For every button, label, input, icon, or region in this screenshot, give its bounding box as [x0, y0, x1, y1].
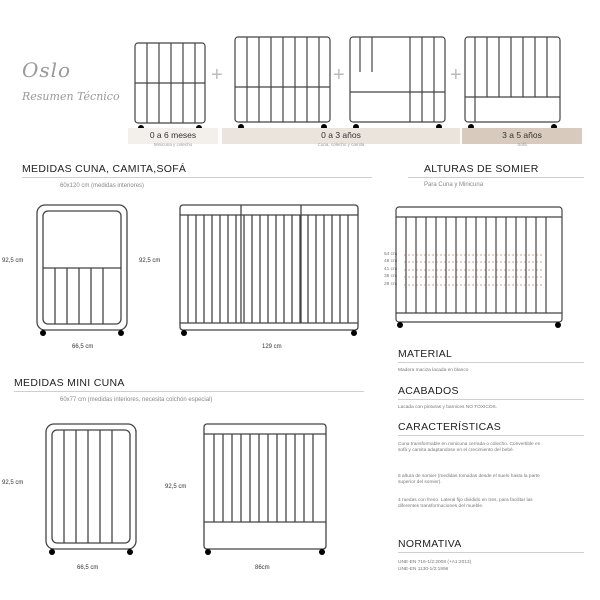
divider	[398, 435, 584, 436]
plus-icon: +	[450, 64, 462, 86]
cuna-front-drawing	[35, 203, 135, 343]
divider	[14, 391, 364, 392]
mini-width-front: 66,5 cm	[77, 565, 99, 571]
stage-sub: Sofá	[517, 142, 527, 147]
mini-height-side: 92,5 cm	[165, 484, 187, 490]
stage-sub: Cuna, colecho y camita	[317, 142, 365, 147]
mini-title: MEDIDAS MINI CUNA	[14, 377, 125, 389]
plus-icon: +	[211, 64, 223, 86]
divider	[398, 552, 584, 553]
caracteristicas-title: CARACTERÍSTICAS	[398, 421, 502, 433]
cuna-height-left: 92,5 cm	[2, 258, 24, 264]
material-text: Madera maciza lacada en blanco .	[398, 368, 472, 373]
stage-label: 3 a 5 años	[502, 130, 542, 140]
mini-note: 60x77 cm (medidas interiores, necesita colchón especial)	[60, 397, 213, 403]
alturas-level-lines	[404, 255, 544, 285]
stage-label: 0 a 6 meses	[149, 130, 197, 140]
alturas-note: Para Cuna y Minicuna	[424, 182, 484, 188]
stage-sub: Minicuna y colecho	[153, 142, 193, 147]
stage-label: 0 a 3 años	[321, 130, 361, 140]
hero-sofa	[465, 37, 560, 130]
cuna-height-side: 92,5 cm	[139, 258, 161, 264]
alturas-bars	[406, 217, 546, 313]
hero-illustrations	[0, 0, 600, 130]
caracteristica-2: 5 altura de somier (medidas tomadas desde el suelo hasta la parte superior del somier).	[398, 474, 540, 485]
divider	[22, 177, 372, 178]
hero-minicuna	[135, 43, 205, 131]
mini-height-left: 92,5 cm	[2, 480, 24, 486]
cuna-width-front: 66,5 cm	[72, 344, 94, 350]
divider	[398, 362, 584, 363]
mini-side-bars	[214, 434, 313, 522]
divider	[398, 399, 584, 400]
caracteristica-1: Cuna transformable en minicuna cerrada o colecho. Convertible en sofá y camita adaptandose en el crecimiento del bebé.	[398, 442, 541, 453]
mini-length: 86cm	[255, 565, 270, 571]
brand-subtitle: Resumen Técnico	[22, 90, 120, 103]
caracteristica-3: 4 ruedas con freno. Lateral fijo dividido en tres, para facilitar las diferentes transformaciones del mueble.	[398, 498, 533, 509]
cuna-length: 129 cm	[262, 344, 282, 350]
alturas-title: ALTURAS DE SOMIER	[424, 163, 539, 175]
cuna-side-drawing	[176, 203, 366, 343]
alturas-drawing	[394, 205, 584, 335]
level-28: 28 cm	[384, 282, 398, 287]
acabados-title: ACABADOS	[398, 385, 459, 397]
level-48: 48 cm	[384, 259, 398, 264]
mini-side-drawing	[200, 422, 340, 562]
level-54: 54 cm	[384, 252, 398, 257]
divider	[408, 177, 584, 178]
plus-icon: +	[333, 64, 345, 86]
mini-front-drawing	[44, 422, 144, 562]
material-title: MATERIAL	[398, 348, 453, 360]
level-35: 35 cm	[384, 274, 398, 279]
cuna-note: 60x120 cm (medidas interiores)	[60, 183, 145, 189]
brand-name: Oslo	[22, 58, 72, 82]
hero-cuna	[235, 37, 330, 130]
cuna-side-bars	[188, 215, 348, 323]
cuna-title: MEDIDAS CUNA, CAMITA,SOFÁ	[22, 163, 187, 175]
hero-camita	[350, 37, 445, 130]
normativa-2: UNE-EN 1130-1/2:1996	[398, 567, 449, 572]
acabados-text: Lacada con pinturas y barnices NO TÓXICOS.	[398, 405, 498, 410]
normativa-title: NORMATIVA	[398, 538, 462, 550]
level-41: 41 cm	[384, 267, 398, 272]
normativa-1: UNE-EN 716-1/2:2008 (+A1:2013)	[398, 560, 472, 565]
